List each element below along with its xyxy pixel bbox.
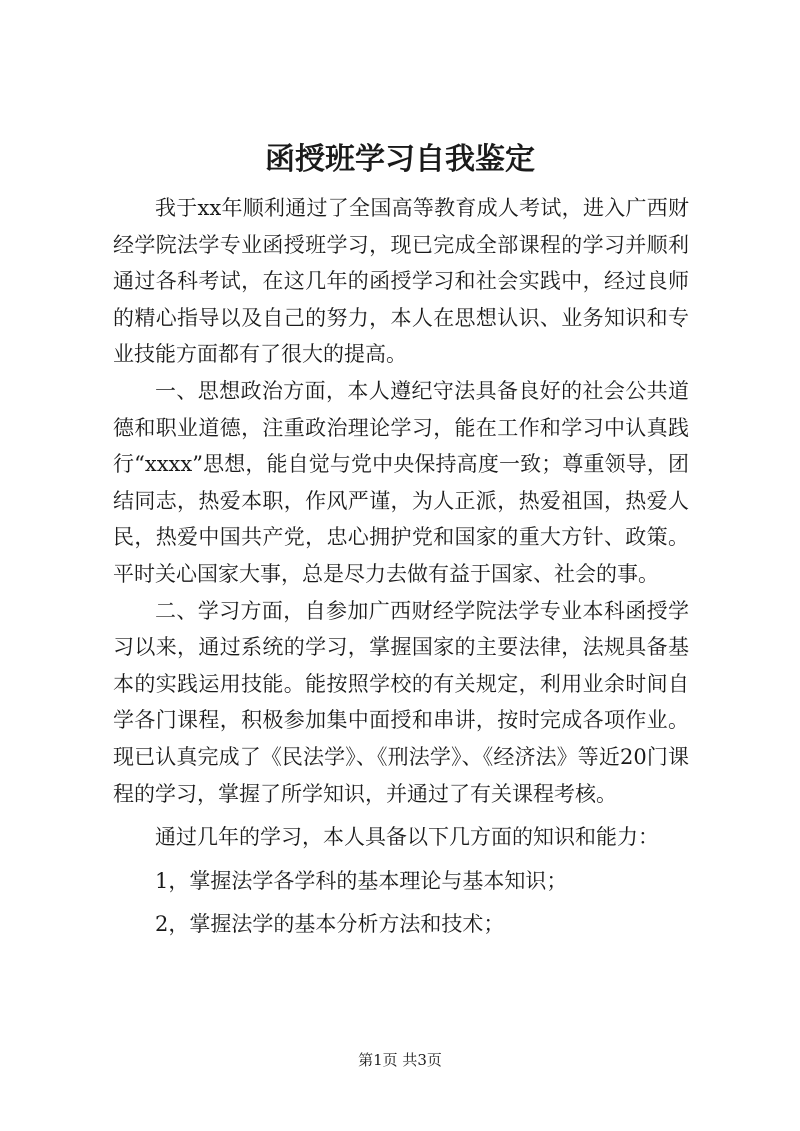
political-paragraph: 一、思想政治方面，本人遵纪守法具备良好的社会公共道德和职业道德，注重政治理论学习，能在工作和学习中认真践行“xxxx”思想，能自觉与党中央保持高度一致；尊重领导，团结同志，热爱本职，作风严谨，为人正派，热爱祖国，热爱人民，热爱中国共产党，忠心拥护党和国家的重大方针、政策。平时关心国家大事，总是尽力去做有益于国家、社会的事。: [113, 378, 689, 586]
list-item-1: 1，掌握法学各学科的基本理论与基本知识；: [155, 868, 568, 893]
summary-paragraph: 通过几年的学习，本人具备以下几方面的知识和能力：: [155, 825, 659, 850]
study-paragraph: 二、学习方面，自参加广西财经学院法学专业本科函授学习以来，通过系统的学习，掌握国家的主要法律，法规具备基本的实践运用技能。能按照学校的有关规定，利用业余时间自学各门课程，积极参加集中面授和串讲，按时完成各项作业。现已认真完成了《民法学》、《刑法学》、《经济法》等近20门课程的学习，掌握了所学知识，并通过了有关课程考核。: [113, 598, 689, 806]
list-item-2: 2，掌握法学的基本分析方法和技术；: [155, 912, 505, 937]
page-footer: 第1页 共3页: [358, 1051, 442, 1069]
intro-paragraph: 我于xx年顺利通过了全国高等教育成人考试，进入广西财经学院法学专业函授班学习，现已完成全部课程的学习并顺利通过各科考试，在这几年的函授学习和社会实践中，经过良师的精心指导以及自己的努力，本人在思想认识、业务知识和专业技能方面都有了很大的提高。: [113, 196, 689, 367]
document-body: [113, 190, 689, 943]
page-title: 函授班学习自我鉴定: [265, 142, 535, 177]
